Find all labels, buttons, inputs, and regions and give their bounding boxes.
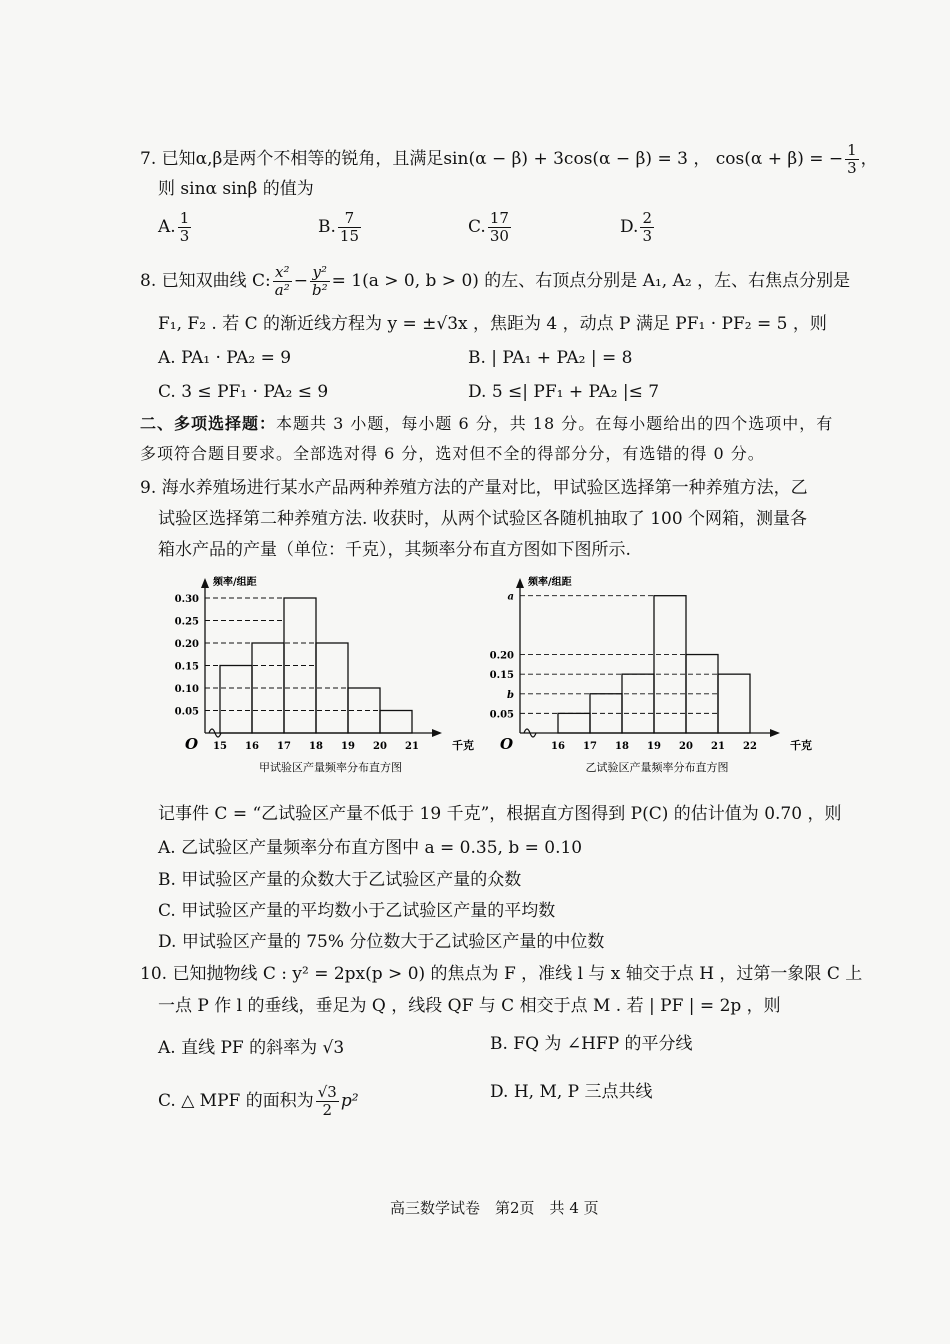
q7-frac-num: 1: [847, 141, 857, 159]
chart1-bar-0: [220, 666, 252, 734]
q10-option-a: A. 直线 PF 的斜率为 √3: [158, 1038, 345, 1058]
chart1-ytick-5: 0.05: [174, 706, 199, 718]
chart1-xtick-2: 17: [277, 741, 291, 752]
chart2-xtick-4: 20: [679, 741, 693, 752]
q7-frac-den: 3: [847, 159, 857, 177]
q8-option-a: A. PA₁ · PA₂ = 9: [158, 348, 292, 368]
chart1-title: 甲试验区产量频率分布直方图: [259, 761, 402, 774]
q7-opt-b-den: 15: [339, 227, 359, 245]
q7-opt-b-num: 7: [338, 210, 361, 228]
q7-stem: 7. 已知α,β是两个不相等的锐角，且满足sin(α − β) + 3cos(α − β) = 3 ， cos(α + β) = −: [140, 149, 844, 169]
histogram-figure: [0, 568, 950, 798]
chart2-x-arrow: [770, 729, 780, 737]
chart2-ytick-0: a: [507, 591, 514, 603]
chart2-ytick-1: 0.20: [489, 650, 514, 662]
q7-opt-c-num: 17: [489, 209, 509, 227]
chart2-bar-2: [622, 674, 654, 733]
page-footer: 高三数学试卷 第2页 共 4 页: [390, 1199, 599, 1217]
q7-option-a: [158, 210, 193, 245]
q7-opt-b-label: B.: [318, 217, 336, 237]
chart2-ylabel: 频率/组距: [528, 577, 572, 588]
q10-optc-frac: [316, 1084, 339, 1119]
chart2-xtick-1: 17: [583, 741, 597, 752]
q9-line2: 试验区选择第二种养殖方法. 收获时，从两个试验区各随机抽取了 100 个网箱，测量各: [158, 509, 808, 529]
chart2-bar-3: [654, 596, 686, 733]
q7-end: ，: [860, 149, 878, 169]
q7-opt-d-den: 3: [642, 227, 652, 245]
chart2-ytick-4: 0.05: [489, 709, 514, 721]
chart2-xtick-6: 22: [743, 741, 757, 752]
chart2-origin: O: [500, 735, 514, 753]
q7-line1: [140, 142, 878, 177]
q8-b2: b²: [311, 281, 328, 299]
q7-opt-d-label: D.: [620, 217, 639, 237]
q9-option-c: C. 甲试验区产量的平均数小于乙试验区产量的平均数: [158, 901, 556, 921]
chart1-ytick-3: 0.15: [174, 661, 199, 673]
chart1-xlabel: 千克: [452, 739, 474, 752]
q9-option-d: D. 甲试验区产量的 75% 分位数大于乙试验区产量的中位数: [158, 932, 605, 952]
q8-stem-a: 8. 已知双曲线 C:: [140, 271, 271, 291]
chart1-xtick-5: 20: [373, 741, 387, 752]
q9-line3: 箱水产品的产量（单位：千克），其频率分布直方图如下图所示.: [158, 540, 631, 560]
q8-a2: a²: [274, 281, 290, 299]
chart2-bar-0: [558, 713, 590, 733]
q7-opt-a-label: A.: [158, 217, 176, 237]
section2-desc1: 本题共 3 小题，每小题 6 分，共 18 分。在每小题给出的四个选项中，有: [276, 414, 834, 433]
q7-opt-c-den: 30: [489, 227, 509, 245]
chart1-bar-5: [380, 711, 412, 734]
chart2-ytick-3: b: [507, 689, 514, 701]
section2-line2: 多项符合题目要求。全部选对得 6 分，选对但不全的得部分分，有选错的得 0 分。: [140, 444, 765, 463]
q8-y2: y²: [310, 264, 330, 282]
q8-x2: x²: [273, 264, 292, 282]
q8-option-c: C. 3 ≤ PF₁ · PA₂ ≤ 9: [158, 382, 329, 402]
q10-optc-den: 2: [322, 1101, 333, 1119]
chart2-title: 乙试验区产量频率分布直方图: [585, 761, 729, 774]
q8-line2: F₁, F₂ . 若 C 的渐近线方程为 y = ±√3x ，焦距为 4 ，动点 P 满足 PF₁ · PF₂ = 5 ，则: [158, 314, 827, 334]
chart2-xlabel: 千克: [790, 739, 812, 752]
q10-line1: 10. 已知抛物线 C : y² = 2px(p > 0) 的焦点为 F ，准线 l 与 x 轴交于点 H ，过第一象限 C 上: [140, 964, 863, 984]
q7-opt-a-num: 1: [179, 209, 190, 227]
chart1-ytick-2: 0.20: [174, 639, 199, 650]
chart2-xtick-5: 21: [711, 741, 725, 752]
q10-line2: 一点 P 作 l 的垂线，垂足为 Q ，线段 QF 与 C 相交于点 M . 若 | PF | = 2p ，则: [158, 996, 781, 1016]
chart1-origin: O: [185, 735, 199, 753]
chart1-y-arrow: [201, 578, 209, 588]
q7-opt-d-num: 2: [642, 209, 652, 227]
q7-line2: 则 sinα sinβ 的值为: [158, 179, 314, 199]
q7-opt-c-frac: [488, 210, 511, 245]
chart1-ylabel: 频率/组距: [213, 577, 257, 588]
q7-option-c: [468, 210, 513, 245]
section2-line1: [140, 412, 833, 436]
q8-option-b: B. | PA₁ + PA₂ | = 8: [468, 348, 633, 368]
q9-option-b: B. 甲试验区产量的众数大于乙试验区产量的众数: [158, 870, 522, 890]
chart2-xtick-3: 19: [647, 741, 661, 752]
q10-option-b: B. FQ 为 ∠HFP 的平分线: [490, 1034, 693, 1054]
chart1-x-arrow: [432, 729, 442, 737]
chart2-xtick-0: 16: [551, 741, 565, 752]
q9-line1: 9. 海水养殖场进行某水产品两种养殖方法的产量对比，甲试验区选择第一种养殖方法，乙: [140, 478, 808, 498]
chart2-y-arrow: [516, 578, 524, 588]
q7-option-d: [620, 210, 656, 245]
q7-opt-b-frac: [338, 210, 361, 245]
chart1-xtick-1: 16: [245, 741, 259, 752]
chart1-xtick-4: 19: [341, 741, 355, 752]
chart1-ytick-0: 0.30: [174, 594, 199, 605]
q8-frac-x: [273, 264, 292, 299]
q9-after: 记事件 C = “乙试验区产量不低于 19 千克”，根据直方图得到 P(C) 的估计值为 0.70 ，则: [158, 804, 842, 824]
q10-option-d: D. H, M, P 三点共线: [490, 1082, 653, 1102]
chart1-xtick-3: 18: [309, 741, 323, 752]
q10-optc-num: √3: [317, 1083, 337, 1101]
q7-opt-c-label: C.: [468, 217, 486, 237]
q8-line1: 8. 已知双曲线 C: $\frac{\text{x²}}{\text{a²}}$ − $\frac{\text{y²}}{\text{b²}}$ = 1(a > 0, b > 0) 的左、右顶点分别是 A₁, A₂ ，左、右焦点分别是: [140, 263, 851, 299]
q8-frac-y: [310, 264, 330, 299]
chart2-bar-5: [718, 674, 750, 733]
chart2-xtick-2: 18: [615, 741, 629, 752]
section2-title: 二、多项选择题：: [140, 414, 277, 433]
q10-option-c: [158, 1084, 359, 1119]
q7-fraction: [845, 142, 859, 177]
chart2-ytick-2: 0.15: [489, 670, 514, 682]
chart1-ytick-1: 0.25: [174, 616, 199, 628]
q7-opt-d-frac: [640, 210, 654, 245]
q7-option-b: [318, 210, 363, 245]
q10-optc-p2: p²: [340, 1091, 359, 1111]
chart1-ytick-4: 0.10: [174, 684, 199, 695]
q7-opt-a-den: 3: [179, 227, 190, 245]
q10-optc-text: C. △ MPF 的面积为: [158, 1091, 314, 1111]
q7-opt-a-frac: [178, 210, 192, 245]
q9-option-a: A. 乙试验区产量频率分布直方图中 a = 0.35, b = 0.10: [158, 838, 583, 858]
chart1-xtick-0: 15: [213, 741, 227, 752]
q8-option-d: D. 5 ≤| PF₁ + PA₂ |≤ 7: [468, 382, 660, 402]
chart1-xtick-6: 21: [405, 741, 419, 752]
q8-stem-b: = 1(a > 0, b > 0) 的左、右顶点分别是 A₁, A₂ ，左、右焦点分别是: [331, 271, 851, 291]
